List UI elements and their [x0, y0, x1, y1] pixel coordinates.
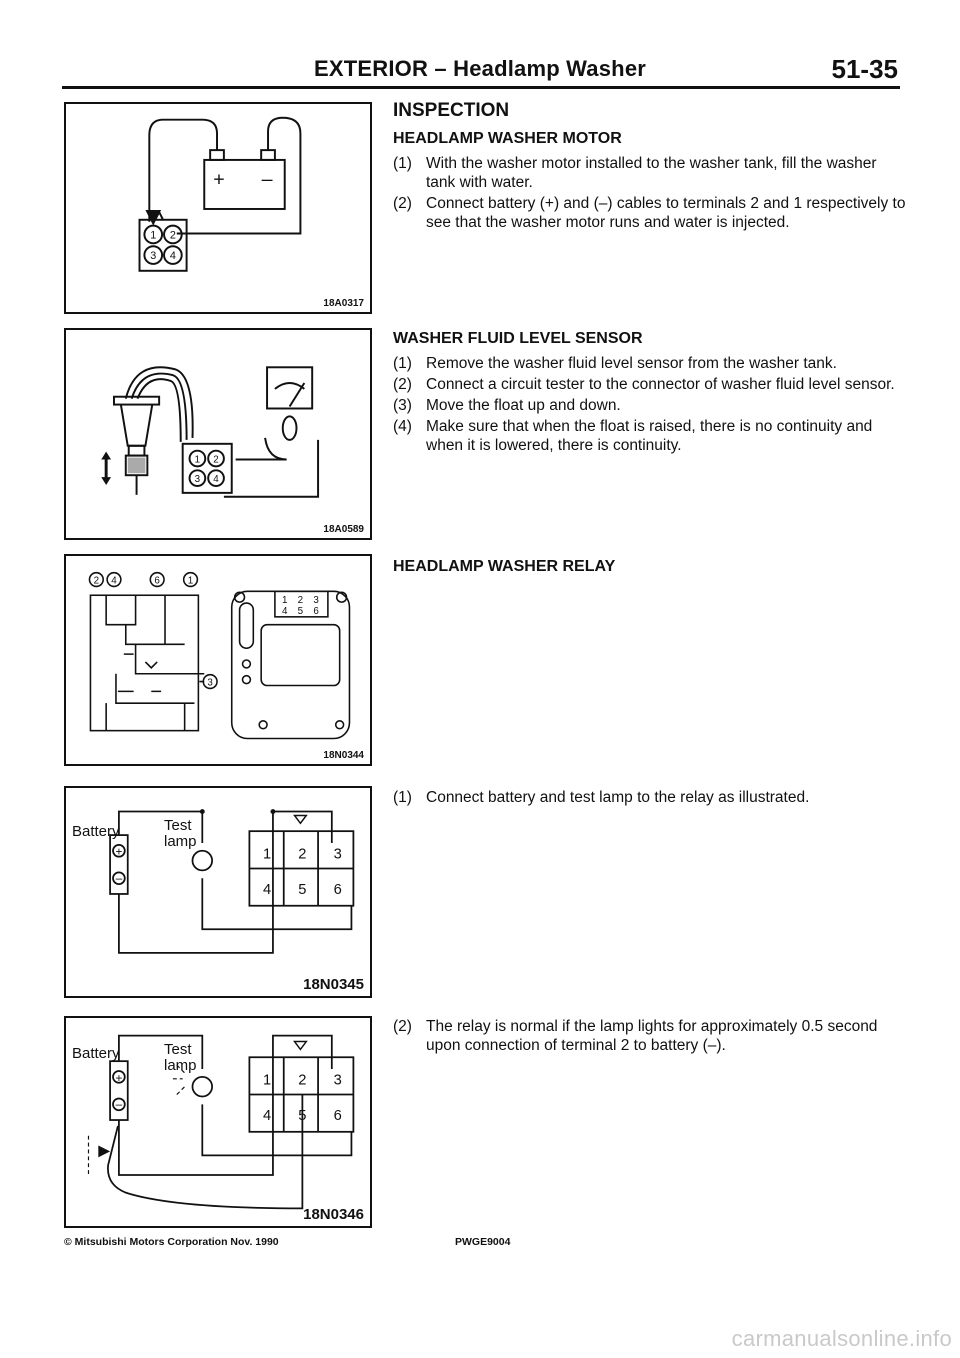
svg-text:2: 2	[298, 846, 307, 863]
subsection-title-sensor: WASHER FLUID LEVEL SENSOR	[393, 330, 643, 347]
svg-text:1: 1	[281, 595, 288, 607]
svg-text:5: 5	[298, 1108, 307, 1125]
figure-level-sensor	[64, 328, 372, 540]
motor-steps	[393, 154, 907, 234]
svg-text:3: 3	[150, 250, 157, 263]
relay-test-diagram-1	[66, 788, 370, 996]
svg-text:+: +	[115, 845, 123, 859]
svg-text:4: 4	[281, 605, 288, 617]
list-item: (1) Remove the washer fluid level sensor from the washer tank.	[393, 355, 837, 372]
svg-text:1: 1	[262, 1072, 272, 1089]
level-sensor-diagram	[66, 330, 370, 538]
watermark: carmanualsonline.info	[731, 1326, 952, 1351]
list-item: (2) Connect battery (+) and (–) cables to terminals 2 and 1 respectively to see that the washer motor runs and water is injected.	[393, 195, 906, 231]
svg-text:–: –	[115, 1098, 123, 1112]
svg-text:4: 4	[169, 250, 176, 263]
relay-circuit-diagram	[66, 556, 370, 764]
svg-text:4: 4	[111, 575, 117, 587]
list-item: (4) Make sure that when the float is raised, there is no continuity and when it is lowered, there is continuity.	[393, 418, 873, 454]
figure-code: 18N0346	[303, 1206, 364, 1223]
svg-text:5: 5	[297, 605, 304, 617]
svg-text:6: 6	[333, 1108, 342, 1125]
header-divider	[62, 86, 900, 89]
figure-code: 18N0345	[303, 976, 364, 993]
svg-text:3: 3	[333, 846, 342, 863]
svg-text:4: 4	[213, 474, 219, 486]
svg-text:+: +	[115, 1071, 123, 1085]
page-number: 51-35	[831, 54, 898, 84]
svg-text:+: +	[213, 168, 225, 191]
relay-step-2	[393, 1017, 907, 1057]
footer-copyright: © Mitsubishi Motors Corporation Nov. 1990	[64, 1236, 279, 1248]
figure-code: 18A0589	[323, 524, 364, 535]
battery-label: Battery	[72, 1045, 120, 1062]
svg-text:–: –	[261, 168, 273, 191]
battery-label: Battery	[72, 823, 120, 840]
svg-text:6: 6	[333, 881, 342, 898]
page-title: EXTERIOR – Headlamp Washer	[313, 56, 647, 81]
figure-code: 18N0344	[323, 750, 364, 761]
svg-text:–: –	[115, 872, 123, 886]
test-lamp-label: lamp	[164, 833, 197, 850]
figure-relay-test-1	[64, 786, 372, 998]
svg-text:6: 6	[154, 575, 160, 587]
svg-text:6: 6	[313, 605, 319, 617]
figure-code: 18A0317	[323, 298, 364, 309]
svg-text:2: 2	[213, 454, 219, 466]
list-item: (2) Connect a circuit tester to the connector of washer fluid level sensor.	[393, 376, 895, 393]
figure-relay-test-2	[64, 1016, 372, 1228]
subsection-title-motor: HEADLAMP WASHER MOTOR	[393, 130, 622, 147]
svg-text:3: 3	[207, 677, 213, 689]
svg-text:4: 4	[262, 881, 272, 898]
section-title-inspection: INSPECTION	[393, 100, 510, 121]
list-item: (1) Connect battery and test lamp to the relay as illustrated.	[393, 789, 810, 806]
test-lamp-label: lamp	[164, 1057, 197, 1074]
washer-motor-diagram	[66, 104, 370, 312]
svg-text:3: 3	[313, 595, 319, 607]
test-lamp-label: Test	[164, 1041, 192, 1058]
footer-code: PWGE9004	[455, 1236, 511, 1248]
list-item: (3) Move the float up and down.	[393, 397, 621, 414]
svg-text:1: 1	[150, 229, 157, 242]
svg-text:3: 3	[333, 1072, 342, 1089]
list-item: (1) With the washer motor installed to the washer tank, fill the washer tank with water.	[393, 155, 877, 191]
svg-text:3: 3	[194, 474, 201, 486]
svg-text:2: 2	[169, 229, 176, 242]
svg-text:4: 4	[262, 1108, 272, 1125]
svg-text:2: 2	[297, 595, 304, 607]
svg-text:1: 1	[262, 846, 272, 863]
svg-text:5: 5	[298, 881, 307, 898]
sensor-steps	[393, 354, 907, 457]
relay-step-1	[393, 788, 907, 809]
test-lamp-label: Test	[164, 817, 192, 834]
svg-text:1: 1	[194, 454, 201, 466]
figure-washer-motor	[64, 102, 372, 314]
subsection-title-relay: HEADLAMP WASHER RELAY	[393, 558, 616, 575]
svg-text:2: 2	[93, 575, 100, 587]
list-item: (2) The relay is normal if the lamp lights for approximately 0.5 second upon connection of terminal 2 to battery (–).	[393, 1018, 878, 1054]
figure-relay-circuit	[64, 554, 372, 766]
svg-text:2: 2	[298, 1072, 307, 1089]
svg-text:1: 1	[187, 575, 194, 587]
